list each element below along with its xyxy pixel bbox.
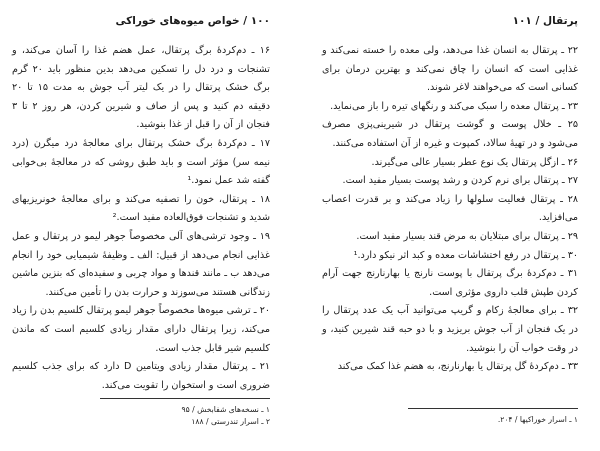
page-header: ۱۰۰ / خواص میوه‌های خوراکی xyxy=(115,15,270,27)
page-header: پرتقال / ۱۰۱ xyxy=(512,15,578,27)
paragraph-30: ۳۰ ـ پرتقال در رفع اختشاشات معده و کبد اثر نیکو دارد.¹ xyxy=(353,249,578,261)
paragraph-26: ۲۶ ـ ازگل پرتقال یک نوع عطر بسیار عالی می‌گیرند. xyxy=(371,156,578,168)
footnotes xyxy=(10,404,270,427)
footnote: ۱ ـ اسرار خوراکیها / ۲۰۴. xyxy=(497,415,578,424)
paragraph-25: ۲۵ ـ خلال پوست و گوشت پرتقال در شیرینی‌پزی مصرف می‌شود و در تهیهٔ سالاد، کمپوت و غیره از آن استفاده می‌کنند. xyxy=(322,119,578,149)
right-page xyxy=(300,0,600,451)
footnote-divider xyxy=(100,398,270,399)
paragraph-18: ۱۸ ـ پرتقال، خون را تصفیه می‌کند و برای معالجهٔ خونریزیهای شدید و تشنجات فوق‌العاده مفید است.² xyxy=(12,193,270,224)
paragraph-16: ۱۶ ـ دم‌کردهٔ برگ پرتقال، عمل هضم غذا را آسان می‌کند، و تشنجات و درد دل را تسکین می‌دهد بدین منظور باید ۲۰ گرم برگ خشک پرتقال را در یک لیتر آب جوش به مدت ۱۵ تا ۲۰ دقیقه دم کنید و پس از صاف و شیرین کردن، هر روز ۲ تا ۳ فنجان از آن را قبل از غذا بنوشید. xyxy=(12,45,270,131)
paragraph-17: ۱۷ ـ دم‌کردهٔ برگ خشک پرتقال برای معالجهٔ درد میگرن (درد نیمه سر) مؤثر است و باید طبق روشی که در معالجهٔ بی‌خوابی گفته شد عمل نمود.¹ xyxy=(12,137,270,187)
paragraph-31: ۳۱ ـ دم‌کردهٔ برگ پرتقال با پوست نارنج یا بهارنارنج جهت آرام کردن طپش قلب داروی مؤثری است. xyxy=(322,268,578,298)
paragraph-19: ۱۹ ـ وجود ترشی‌های آلی مخصوصاً جوهر لیمو در پرتقال و عمل غذایی انجام می‌دهد از قبیل: الف ـ وظیفهٔ شیمیایی خود را انجام می‌دهد ب ـ مانند قندها و مواد چربی و سفیده‌ای که بنزین ماشین زندگانی هستند می‌سوزند و حرارت بدن را تأمین می‌کنند. xyxy=(12,230,270,298)
paragraph-33: ۳۳ ـ دم‌کردهٔ گل پرتقال یا بهارنارنج، به هضم غذا کمک می‌کند xyxy=(337,361,578,373)
paragraph-22: ۲۲ ـ پرتقال به انسان غذا می‌دهد، ولی معده را خسته نمی‌کند و غذایی است که انسان را چاق نمی‌کند و بهترین درمان برای کسانی است که می‌خواهند لاغر شوند. xyxy=(322,45,578,94)
paragraph-23: ۲۳ ـ پرتقال معده را سبک می‌کند و رنگهای تیره را باز می‌نماید. xyxy=(330,100,578,112)
footnotes xyxy=(318,414,578,426)
footnote: ۱ ـ نسخه‌های شفابخش / ۹۵ xyxy=(181,405,270,414)
footnote: ۲ ـ اسرار تندرستی / ۱۸۸ xyxy=(191,416,270,426)
paragraph-20: ۲۰ ـ ترشی میوه‌ها مخصوصاً جوهر لیمو پرتقال کلسیم بدن را زیاد می‌کند، زیرا پرتقال دارای مقدار زیادی کلسیم است که ماندن کلسیم شیر قابل جذب است. xyxy=(12,305,270,354)
page-body xyxy=(12,42,270,395)
paragraph-28: ۲۸ ـ پرتقال فعالیت سلولها را زیاد می‌کند و بر قدرت اعصاب می‌افزاید. xyxy=(322,193,578,224)
paragraph-32: ۳۲ ـ برای معالجهٔ زکام و گریپ می‌توانید آب یک عدد پرتقال را در یک فنجان از آب جوش بریزید و با دو حبه قند شیرین کنید، و در وقت خواب آن را بنوشید. xyxy=(322,305,578,354)
footnote-divider xyxy=(408,408,578,409)
paragraph-27: ۲۷ ـ پرتقال برای نرم کردن و رشد پوست بسیار مفید است. xyxy=(342,175,578,187)
paragraph-29: ۲۹ ـ پرتقال برای مبتلایان به مرض قند بسیار مفید است. xyxy=(356,230,578,242)
page-body xyxy=(322,42,578,377)
paragraph-21: ۲۱ ـ پرتقال مقدار زیادی ویتامین D دارد که برای جذب کلسیم ضروری است و استخوان را تقویت می‌کند. xyxy=(12,361,270,391)
